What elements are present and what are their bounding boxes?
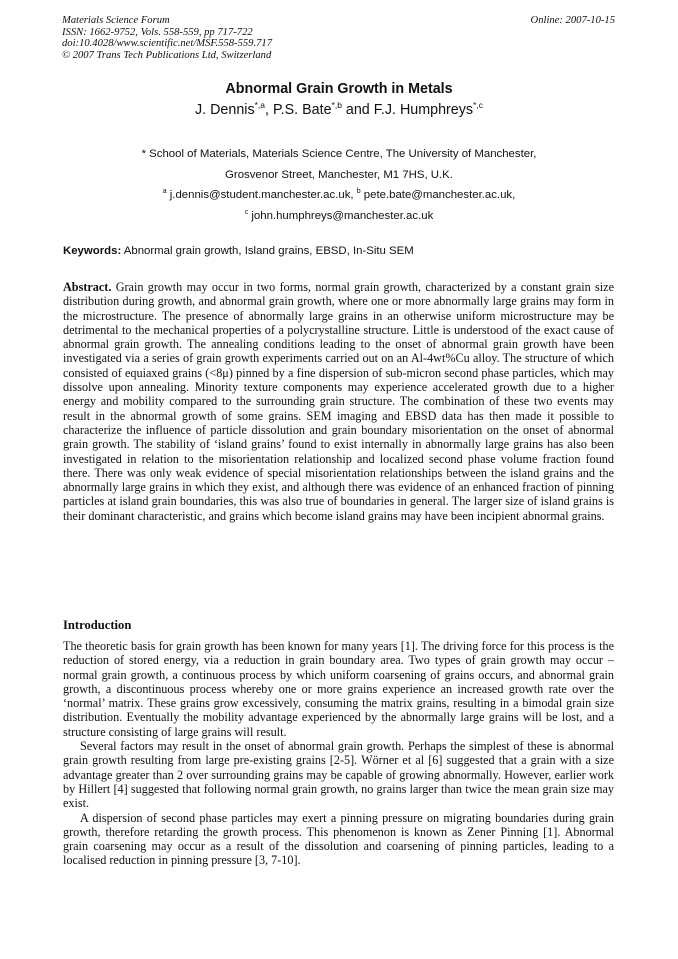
- doi-line[interactable]: doi:10.4028/www.scientific.net/MSF.558-559.717: [62, 38, 272, 50]
- author-name: P.S. Bate: [272, 102, 332, 118]
- author-superscript: *,b: [331, 100, 342, 111]
- online-date: Online: 2007-10-15: [530, 15, 615, 26]
- email-address[interactable]: john.humphreys@manchester.ac.uk: [248, 210, 434, 222]
- author-superscript: *,c: [473, 100, 483, 111]
- author-name: F.J. Humphreys: [373, 102, 474, 118]
- abstract-text: Grain growth may occur in two forms, normal grain growth, characterized by a constant grain size distribution during growth, and abnormal grain growth, where one or more abnormally large grains may form in the microstructure. The presence of abnormally large grains in an otherwise uniform microstructure may be detrimental to the mechanical properties of a polycrystalline structure. Little is understood of the exact cause of abnormal grain growth. The annealing conditions leading to the onset of abnormal grain growth have been investigated via a series of grain growth experiments carried out on an Al-4wt%Cu alloy. The structure of which consisted of equiaxed grains (<8μ) pinned by a fine dispersion of sub-micron second phase particles, which may dissolve upon annealing. Minority texture components may experience accelerated growth due to a higher energy and mobility compared to the surrounding grain structure. The combination of these two events may result in the abnormal growth of some grains. SEM imaging and EBSD data has then made it possible to characterize the influence of particle dissolution and grain boundary misorientation on the onset of abnormal grain growth. The stability of ‘island grains’ found to exist internally in abnormally large grains has also been investigated in relation to the misorientation relationship and localized second phase volume fraction found there. There was only weak evidence of special misorientation relationships between the island grains and the abnormally large grains in which they exist, and although there was evidence of an enhanced fraction of pinning particles at island grain boundaries, this was also true of boundaries in general. The larger size of island grains is their dominant characteristic, and grains which become island grains may have been incipient abnormal grains.: [63, 280, 614, 523]
- copyright-line: © 2007 Trans Tech Publications Ltd, Switzerland: [62, 49, 272, 61]
- paragraph: The theoretic basis for grain growth has been known for many years [1]. The driving force for this process is the reduction of stored energy, via a reduction in grain boundary area. Two types of grain growth may occur – normal grain growth, a continuous process by which uniform coarsening of grains occurs, and abnormal grain growth, a discontinuous process whereby one or more grains experience an increased growth rate over the ‘normal’ matrix. These grains grow excessively, consuming the matrix grains, resulting in a bimodal grain size distribution. Eventually the mobility advantage experienced by the abnormally large grains will be lost, and a structure consisting of large grains will result.: [63, 639, 614, 739]
- journal-header: [62, 15, 615, 61]
- author-superscript: *,a: [254, 100, 266, 111]
- author-name: J. Dennis: [195, 102, 255, 118]
- email-address[interactable]: j.dennis@student.manchester.ac.uk,: [166, 189, 357, 201]
- author-separator: and: [341, 102, 374, 118]
- introduction-body: [63, 639, 614, 868]
- email-address[interactable]: pete.bate@manchester.ac.uk,: [360, 189, 516, 201]
- author-list: [0, 102, 678, 118]
- affiliation-address: Grosvenor Street, Manchester, M1 7HS, U.K.: [225, 169, 453, 181]
- email-superscript: b: [356, 188, 361, 196]
- abstract: [63, 280, 614, 523]
- abstract-label: Abstract.: [63, 280, 112, 294]
- introduction-heading: Introduction: [63, 618, 132, 632]
- keywords-label: Keywords:: [63, 245, 122, 257]
- keywords: [63, 245, 414, 257]
- email-line: [0, 189, 678, 201]
- email-superscript: a: [162, 188, 167, 196]
- issn-line: ISSN: 1662-9752, Vols. 558-559, pp 717-722: [62, 26, 253, 38]
- affiliation-line: * School of Materials, Materials Science Centre, The University of Manchester,: [141, 148, 537, 160]
- paragraph: Several factors may result in the onset of abnormal grain growth. Perhaps the simplest of these is abnormal grain growth resulting from large pre-existing grains [2-5]. Wörner et al [6] suggested that a grain with a size advantage greater than 2 over surrounding grains may be capable of growing abnormally. However, earlier work by Hillert [4] suggested that following normal grain growth, no grains larger than twice the mean grain size may exist.: [63, 739, 614, 811]
- journal-name: Materials Science Forum: [62, 15, 170, 26]
- paragraph: A dispersion of second phase particles may exert a pinning pressure on migrating boundaries during grain growth, therefore retarding the growth process. This phenomenon is known as Zener Pinning [1]. Abnormal grain coarsening may occur as a result of the dissolution and coarsening of pinning particles, leading to a localised reduction in pinning pressure [3, 7-10].: [63, 810, 614, 868]
- paper-title: Abnormal Grain Growth in Metals: [225, 81, 453, 97]
- email-superscript: c: [244, 209, 249, 217]
- keywords-text: Abnormal grain growth, Island grains, EBSD, In-Situ SEM: [121, 245, 414, 257]
- email-line: [0, 210, 678, 222]
- author-separator: ,: [265, 102, 273, 118]
